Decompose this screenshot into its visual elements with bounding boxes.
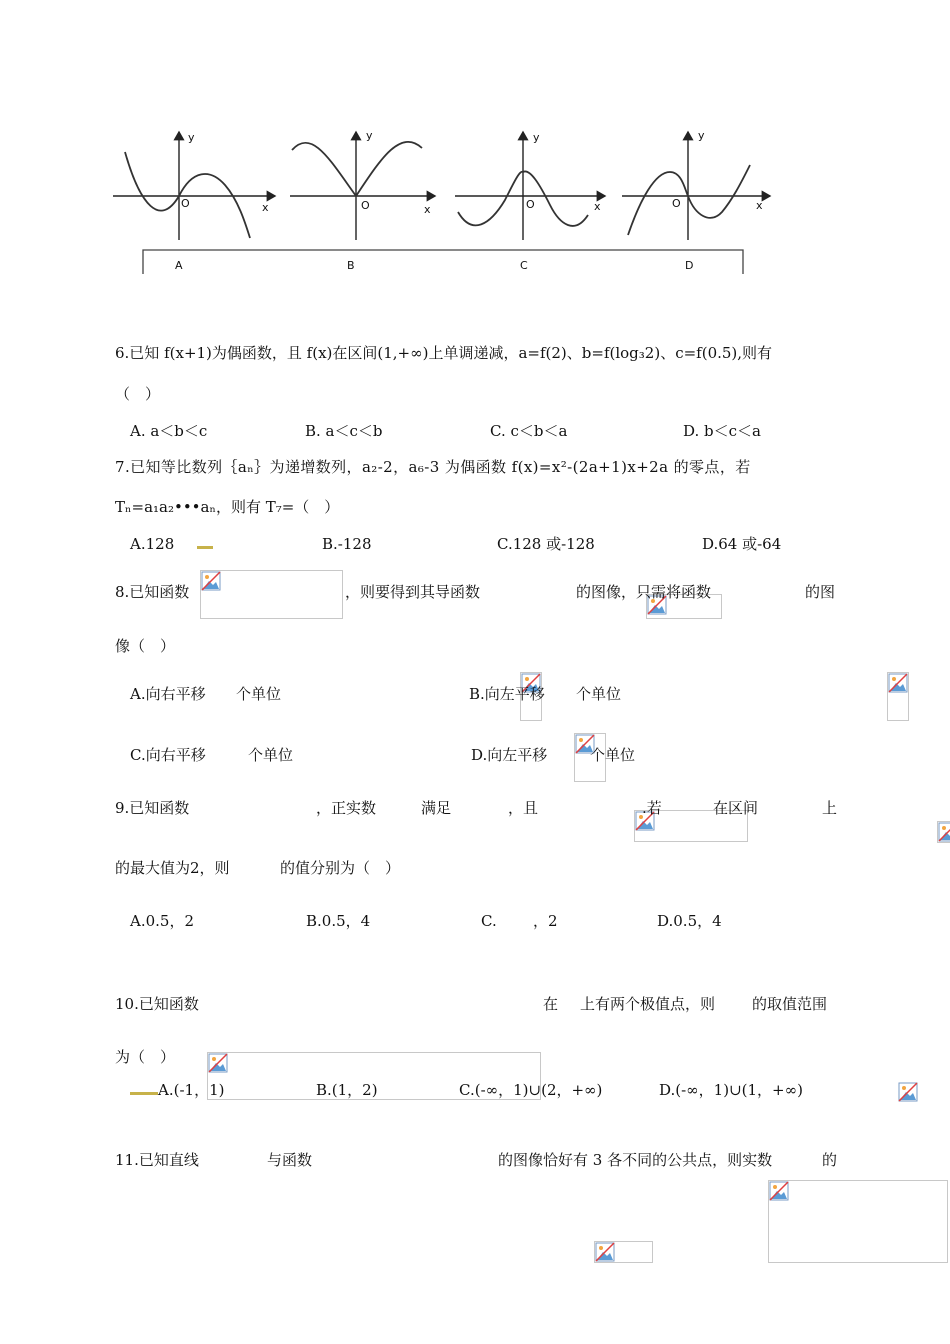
panel-label-b: B bbox=[347, 259, 355, 272]
broken-image-icon bbox=[888, 673, 908, 693]
q6-option-c: C. c＜b＜a bbox=[490, 422, 568, 440]
broken-image-icon bbox=[201, 571, 221, 591]
q9-stem-part1: 9.已知函数 bbox=[115, 799, 190, 817]
q11-stem-part4: 的 bbox=[822, 1151, 838, 1169]
q8-option-c-suffix: 个单位 bbox=[248, 746, 294, 764]
q8-option-b-prefix: B.向左平移 bbox=[469, 685, 545, 703]
panel-label-c: C bbox=[520, 259, 528, 272]
broken-image-icon bbox=[769, 1181, 789, 1201]
answer-highlight-mark bbox=[130, 1092, 158, 1095]
q8-option-b-suffix: 个单位 bbox=[576, 685, 622, 703]
q9-stem-part5: .若 bbox=[642, 799, 662, 817]
q11-stem-part2: 与函数 bbox=[267, 1151, 313, 1169]
graph-a-origin: O bbox=[181, 197, 190, 210]
q10-stem-line2: 为（ ） bbox=[115, 1048, 176, 1066]
q6-option-b: B. a＜c＜b bbox=[305, 422, 383, 440]
q8-option-a-suffix: 个单位 bbox=[236, 685, 282, 703]
q9-stem-part3: 满足 bbox=[421, 799, 452, 817]
q10-stem-part3: 上有两个极值点，则 bbox=[580, 995, 716, 1013]
q8-option-d-prefix: D.向左平移 bbox=[471, 746, 548, 764]
q7-stem-line2: Tₙ=a₁a₂•••aₙ，则有 T₇=（ ） bbox=[115, 498, 340, 516]
broken-image-icon bbox=[898, 1082, 918, 1102]
q11-function-image bbox=[768, 1180, 948, 1263]
q9-stem-part6: 在区间 bbox=[713, 799, 759, 817]
q7-option-b: B.-128 bbox=[322, 535, 372, 553]
graph-a bbox=[113, 132, 275, 240]
q9-option-d: D.0.5，4 bbox=[657, 912, 722, 930]
label-bracket bbox=[143, 250, 743, 274]
q10-stem-part2: 在 bbox=[543, 995, 559, 1013]
q11-line-image bbox=[594, 1241, 653, 1263]
graph-d bbox=[622, 132, 770, 240]
q11-stem-part1: 11.已知直线 bbox=[115, 1151, 199, 1169]
q10-stem-part4: 的取值范围 bbox=[752, 995, 828, 1013]
q7-stem: 7.已知等比数列｛aₙ｝为递增数列，a₂-2，a₆-3 为偶函数 f(x)=x²-(2a+1)x+2a 的零点，若 bbox=[115, 458, 751, 476]
q9-variables-image bbox=[937, 821, 950, 843]
broken-image-icon bbox=[938, 822, 950, 842]
q9-option-c-suffix: ，2 bbox=[533, 912, 558, 930]
graph-d-origin: O bbox=[672, 197, 681, 210]
q6-paren: （ ） bbox=[115, 385, 161, 403]
q7-option-d: D.64 或-64 bbox=[702, 535, 782, 553]
q9-option-a: A.0.5，2 bbox=[130, 912, 194, 930]
q6-option-d: D. b＜c＜a bbox=[683, 422, 761, 440]
q9-stem-line2b: 的值分别为（ ） bbox=[280, 859, 401, 877]
q7-option-a: A.128 bbox=[130, 535, 175, 553]
function-graphs-figure bbox=[0, 0, 950, 290]
q8-stem-part2: ，则要得到其导函数 bbox=[345, 583, 481, 601]
q10-option-b: B.(1，2) bbox=[316, 1081, 378, 1099]
panel-label-d: D bbox=[685, 259, 694, 272]
q8-stem-part4: 的图 bbox=[805, 583, 836, 601]
q7-option-c: C.128 或-128 bbox=[497, 535, 595, 553]
graph-b-y-label: y bbox=[366, 129, 373, 142]
q10-stem-part1: 10.已知函数 bbox=[115, 995, 199, 1013]
broken-image-icon bbox=[595, 1242, 615, 1262]
q6-option-a: A. a＜b＜c bbox=[130, 422, 208, 440]
graph-c bbox=[455, 132, 605, 240]
q10-option-a: A.(-1，1) bbox=[158, 1081, 225, 1099]
graphs-svg bbox=[0, 0, 950, 290]
q11-stem-part3: 的图像恰好有 3 各不同的公共点，则实数 bbox=[498, 1151, 773, 1169]
q6-stem: 6.已知 f(x+1)为偶函数，且 f(x)在区间(1,+∞)上单调递减，a=f(2)、b=f(log₃2)、c=f(0.5),则有 bbox=[115, 344, 773, 362]
q8-stem-part1: 8.已知函数 bbox=[115, 583, 190, 601]
answer-highlight-mark bbox=[197, 546, 213, 549]
graph-b bbox=[290, 132, 435, 240]
q9-option-b: B.0.5，4 bbox=[306, 912, 371, 930]
q9-stem-part7: 上 bbox=[822, 799, 838, 817]
q10-option-c: C.(-∞，1)∪(2，+∞) bbox=[459, 1081, 603, 1099]
graph-b-origin: O bbox=[361, 199, 370, 212]
q8-option-b-image bbox=[887, 672, 909, 721]
graph-d-y-label: y bbox=[698, 129, 705, 142]
q10-domain-image bbox=[898, 1082, 918, 1102]
broken-image-icon bbox=[208, 1053, 228, 1073]
q8-option-d-suffix: 个单位 bbox=[590, 746, 636, 764]
graph-d-x-label: x bbox=[756, 199, 763, 212]
graph-c-origin: O bbox=[526, 198, 535, 211]
graph-c-y-label: y bbox=[533, 131, 540, 144]
graph-a-y-label: y bbox=[188, 131, 195, 144]
panel-label-a: A bbox=[175, 259, 183, 272]
q9-stem-part4: ，且 bbox=[508, 799, 539, 817]
q8-function-image bbox=[200, 570, 343, 619]
q9-stem-line2a: 的最大值为2，则 bbox=[115, 859, 230, 877]
q8-stem-part3: 的图像，只需将函数 bbox=[576, 583, 712, 601]
graph-b-x-label: x bbox=[424, 203, 431, 216]
q9-stem-part2: ，正实数 bbox=[316, 799, 377, 817]
q8-option-c-prefix: C.向右平移 bbox=[130, 746, 206, 764]
q10-option-d: D.(-∞，1)∪(1，+∞) bbox=[659, 1081, 803, 1099]
q9-option-c-prefix: C. bbox=[481, 912, 497, 930]
graph-a-x-label: x bbox=[262, 201, 269, 214]
graph-c-x-label: x bbox=[594, 200, 601, 213]
q8-option-a-prefix: A.向右平移 bbox=[130, 685, 206, 703]
q8-stem-line2: 像（ ） bbox=[115, 637, 176, 655]
